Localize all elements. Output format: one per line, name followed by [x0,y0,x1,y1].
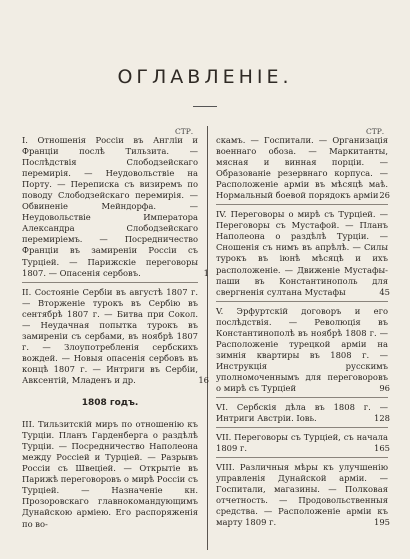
toc-entry-text: VIII. Различныя мѣры къ улучшенію управленія Дунайской арміи. — Госпитали, магазины. — Полковая отчетность. — Продовольственныя средства. — Расположеніе арміи къ марту 1809 г. [216,462,388,528]
toc-entry-text: III. Тильзитскій миръ по отношенію къ Турціи. Планъ Гарденберга о раздѣлѣ Турціи. — Посредничество Наполеона между Россіей и Турціей. — Разрывъ Россіи съ Швеціей. — Открытіе въ Парижѣ переговоровъ о мирѣ Россіи съ Турціей. — Назначеніе кн. Прозоровскаго главнокомандующимъ Дунайскою арміею. Его распоряженія по во- [22,419,198,529]
toc-entry-page: 195 [374,517,390,528]
toc-entry-page: 16 [198,374,209,385]
toc-entry-text: VII. Переговоры съ Турціей, съ начала 1809 г. [216,432,388,454]
toc-entry-page: 165 [374,443,390,454]
page-label-right: СТР. [366,127,385,136]
toc-entry [22,419,198,529]
toc-entry [22,135,209,279]
toc-entry-text: I. Отношенія Россіи въ Англіи и Франціи послѣ Тильзита. — Послѣдствія Слободзейскаго перемирія. — Неудовольствіе на Порту. — Переписка съ визиремъ по поводу Слободзейскаго перемирія. — Обвиненіе Мейндорфа. — Неудовольствіе Императора Александра Слободзейскаго перемиріемъ. — Посредничество Франціи въ замиреніи Россіи съ Турціей. — Парижскіе переговоры 1807. — Опасенія сербовъ. [22,135,198,278]
toc-entry-text: V. Эрфуртскій договоръ и его послѣдствія. — Революція въ Константинополѣ въ ноябрѣ 1808 г. — Расположеніе турецкой арміи на зимнія квартиры въ 1808 г. — Инструкція русскимъ уполномоченнымъ для переговоровъ о мирѣ съ Турціей [216,305,388,393]
toc-entry [216,209,388,297]
toc-entry-text: IV. Переговоры о мирѣ съ Турціей. — Переговоры съ Мустафой. — Планъ Наполеона о раздѣлѣ Турціи. — Сношенія съ нимъ въ апрѣлѣ. — Силы турокъ въ іюнѣ мѣсяцѣ и ихъ расположеніе. — Движеніе Мустафы-паши въ Константинополь для свергненія султана Мустафы [216,209,388,297]
toc-entry [216,306,388,394]
toc-entry [216,432,388,454]
toc-entry-page: 26 [379,190,390,201]
column-divider [207,126,208,550]
entry-divider [22,282,198,283]
toc-entry-page: 45 [379,286,390,297]
toc-entry [216,135,388,201]
toc-entry [22,286,209,386]
entry-divider [216,397,388,398]
entry-divider [216,204,388,205]
page-label-left: СТР. [175,127,194,136]
toc-entry [216,462,388,528]
year-heading: 1808 годъ. [81,398,139,409]
title-rule [193,106,217,107]
toc-entry-page: 1 [203,267,209,278]
toc-entry-page: 96 [379,382,390,393]
left-column [22,135,209,530]
entry-divider [216,457,388,458]
toc-entry-text: VI. Сербскія дѣла въ 1808 г. — Интриги Австріи. Іовь. [216,402,388,424]
entry-divider [216,427,388,428]
toc-entry [216,402,388,424]
toc-entry-page: 128 [374,413,390,424]
right-column [216,135,388,529]
toc-entry-text: II. Состояніе Сербіи въ августѣ 1807 г. — Вторженіе турокъ въ Сербію въ сентябрѣ 1807 г. — Битва при Сокол. — Неудачная попытка турокъ въ замиреніи съ сербами, въ ноябрѣ 1807 г. — Злоупотребленія сербскихъ вождей. — Новыя опасенія сербовъ въ концѣ 1807 г. — Интриги въ Сербіи, Авксентій, Младенъ и др. [22,286,198,385]
toc-entry-text: скамъ. — Госпитали. — Организація военнаго обоза. — Маркитанты, мясная и винная порціи. — Образованіе резервнаго корпуса. — Расположеніе арміи въ мѣсяцѣ маѣ. Нормальный боевой порядокъ арміи [216,135,388,201]
entry-divider [216,301,388,302]
page-title: ОГЛАВЛЕНІЕ. [117,66,293,88]
